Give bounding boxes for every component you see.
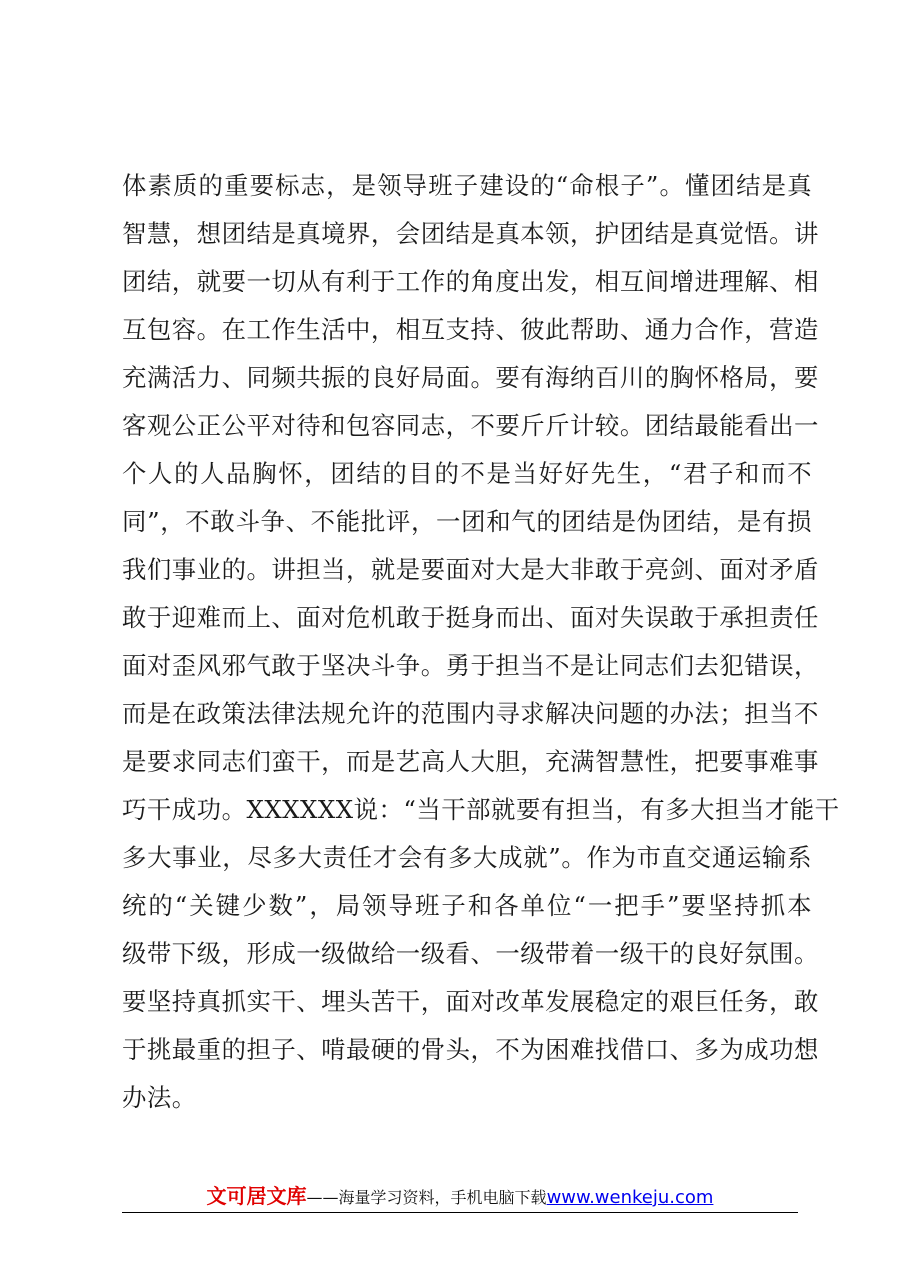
footer-brand: 文可居文库 xyxy=(206,1184,307,1208)
text-line: 智慧，想团结是真境界，会团结是真本领，护团结是真觉悟。讲 xyxy=(122,219,819,248)
text-line: 办法。 xyxy=(122,1083,197,1112)
text-line: 而是在政策法律法规允许的范围内寻求解决问题的办法；担当不 xyxy=(122,699,819,728)
text-line: 我们事业的。讲担当，就是要面对大是大非敢于亮剑、面对矛盾 xyxy=(122,555,819,584)
text-line: 体素质的重要标志，是领导班子建设的“命根子”。懂团结是真 xyxy=(122,171,812,200)
text-line: 面对歪风邪气敢于坚决斗争。勇于担当不是让同志们去犯错误， xyxy=(122,651,819,680)
text-line: 于挑最重的担子、啃最硬的骨头，不为困难找借口、多为成功想 xyxy=(122,1035,819,1064)
text-line: 同”，不敢斗争、不能批评，一团和气的团结是伪团结，是有损 xyxy=(122,507,812,536)
text-line: 多大事业，尽多大责任才会有多大成就”。作为市直交通运输系 xyxy=(122,843,812,872)
footer-tagline: ——海量学习资料，手机电脑下载 xyxy=(306,1188,547,1207)
body-text xyxy=(122,162,840,1122)
footer-divider xyxy=(122,1212,798,1213)
text-line: 个人的人品胸怀，团结的目的不是当好好先生，“君子和而不 xyxy=(122,459,812,488)
text-line: 充满活力、同频共振的良好局面。要有海纳百川的胸怀格局，要 xyxy=(122,363,819,392)
text-line: 互包容。在工作生活中，相互支持、彼此帮助、通力合作，营造 xyxy=(122,315,819,344)
text-line: 敢于迎难而上、面对危机敢于挺身而出、面对失误敢于承担责任 xyxy=(122,603,819,632)
text-line: 巧干成功。XXXXXX说：“当干部就要有担当，有多大担当才能干 xyxy=(122,795,840,824)
text-line: 客观公正公平对待和包容同志，不要斤斤计较。团结最能看出一 xyxy=(122,411,819,440)
text-line: 团结，就要一切从有利于工作的角度出发，相互间增进理解、相 xyxy=(122,267,819,296)
footer-site-link[interactable]: www.wenkeju.com xyxy=(546,1187,714,1208)
text-line: 要坚持真抓实干、埋头苦干，面对改革发展稳定的艰巨任务，敢 xyxy=(122,987,819,1016)
text-line: 是要求同志们蛮干，而是艺高人大胆，充满智慧性，把要事难事 xyxy=(122,747,819,776)
text-line: 统的“关键少数”，局领导班子和各单位“一把手”要坚持抓本 xyxy=(122,891,812,920)
page-footer xyxy=(122,1180,798,1212)
text-line: 级带下级，形成一级做给一级看、一级带着一级干的良好氛围。 xyxy=(122,939,819,968)
